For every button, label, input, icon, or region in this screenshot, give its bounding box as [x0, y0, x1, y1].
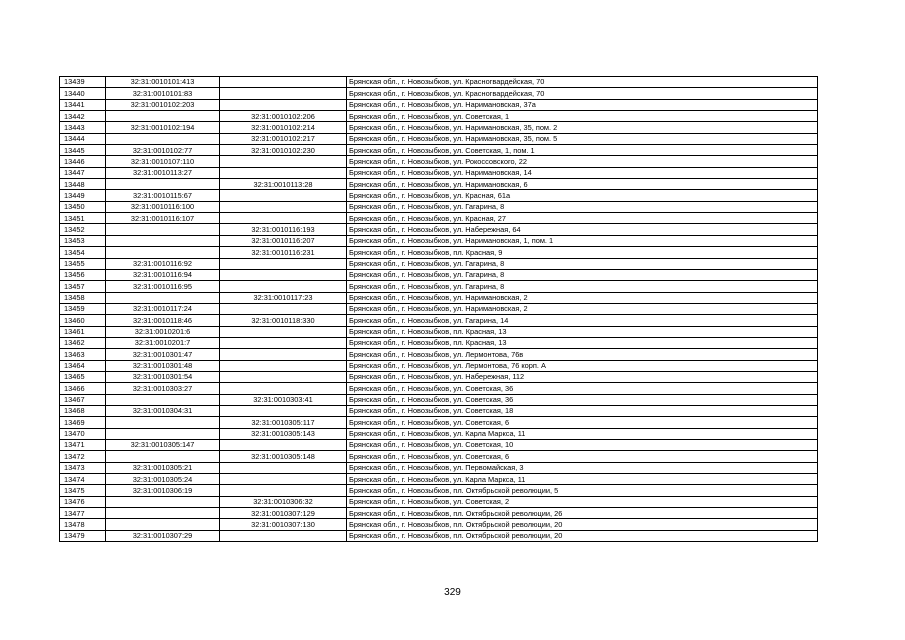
- address-cell: Брянская обл., г. Новозыбков, ул. Рокоссовского, 22: [347, 156, 818, 167]
- row-number-cell: 13465: [60, 371, 106, 382]
- row-number-cell: 13457: [60, 281, 106, 292]
- row-number-cell: 13475: [60, 485, 106, 496]
- cadastral-number-cell: 32:31:0010102:194: [106, 122, 220, 133]
- building-cadastral-number-cell: 32:31:0010118:330: [220, 315, 347, 326]
- table-row: [60, 519, 818, 530]
- cadastral-number-cell: 32:31:0010117:24: [106, 303, 220, 314]
- table-row: [60, 201, 818, 212]
- building-cadastral-number-cell: 32:31:0010305:143: [220, 428, 347, 439]
- row-number-cell: 13478: [60, 519, 106, 530]
- table-row: [60, 474, 818, 485]
- address-cell: Брянская обл., г. Новозыбков, пл. Красная, 13: [347, 326, 818, 337]
- address-cell: Брянская обл., г. Новозыбков, ул. Набережная, 64: [347, 224, 818, 235]
- table-row: [60, 77, 818, 88]
- building-cadastral-number-cell: [220, 474, 347, 485]
- row-number-cell: 13470: [60, 428, 106, 439]
- building-cadastral-number-cell: [220, 383, 347, 394]
- table-row: [60, 337, 818, 348]
- row-number-cell: 13458: [60, 292, 106, 303]
- building-cadastral-number-cell: [220, 349, 347, 360]
- row-number-cell: 13466: [60, 383, 106, 394]
- address-cell: Брянская обл., г. Новозыбков, ул. Первомайская, 3: [347, 462, 818, 473]
- address-cell: Брянская обл., г. Новозыбков, пл. Красная, 13: [347, 337, 818, 348]
- address-cell: Брянская обл., г. Новозыбков, ул. Гагарина, 8: [347, 201, 818, 212]
- row-number-cell: 13460: [60, 315, 106, 326]
- row-number-cell: 13448: [60, 179, 106, 190]
- row-number-cell: 13455: [60, 258, 106, 269]
- address-cell: Брянская обл., г. Новозыбков, ул. Набережная, 112: [347, 371, 818, 382]
- table-row: [60, 315, 818, 326]
- table-row: [60, 496, 818, 507]
- cadastral-number-cell: 32:31:0010304:31: [106, 405, 220, 416]
- address-cell: Брянская обл., г. Новозыбков, ул. Наримановская, 6: [347, 179, 818, 190]
- address-cell: Брянская обл., г. Новозыбков, ул. Красногвардейская, 70: [347, 88, 818, 99]
- cadastral-number-cell: [106, 247, 220, 258]
- cadastral-number-cell: 32:31:0010306:19: [106, 485, 220, 496]
- row-number-cell: 13441: [60, 99, 106, 110]
- table-row: [60, 405, 818, 416]
- cadastral-number-cell: [106, 417, 220, 428]
- building-cadastral-number-cell: 32:31:0010117:23: [220, 292, 347, 303]
- building-cadastral-number-cell: [220, 530, 347, 541]
- building-cadastral-number-cell: [220, 269, 347, 280]
- row-number-cell: 13453: [60, 235, 106, 246]
- row-number-cell: 13440: [60, 88, 106, 99]
- building-cadastral-number-cell: 32:31:0010113:28: [220, 179, 347, 190]
- building-cadastral-number-cell: 32:31:0010307:129: [220, 508, 347, 519]
- building-cadastral-number-cell: 32:31:0010102:230: [220, 145, 347, 156]
- cadastral-number-cell: 32:31:0010116:94: [106, 269, 220, 280]
- table-row: [60, 417, 818, 428]
- cadastral-number-cell: [106, 451, 220, 462]
- cadastral-number-cell: 32:31:0010305:21: [106, 462, 220, 473]
- building-cadastral-number-cell: 32:31:0010306:32: [220, 496, 347, 507]
- building-cadastral-number-cell: 32:31:0010102:214: [220, 122, 347, 133]
- cadastral-number-cell: 32:31:0010116:107: [106, 213, 220, 224]
- address-cell: Брянская обл., г. Новозыбков, ул. Советская, 2: [347, 496, 818, 507]
- row-number-cell: 13468: [60, 405, 106, 416]
- address-cell: Брянская обл., г. Новозыбков, ул. Советская, 36: [347, 394, 818, 405]
- address-cell: Брянская обл., г. Новозыбков, ул. Советская, 10: [347, 440, 818, 451]
- address-cell: Брянская обл., г. Новозыбков, ул. Гагарина, 14: [347, 315, 818, 326]
- building-cadastral-number-cell: [220, 213, 347, 224]
- table-row: [60, 258, 818, 269]
- row-number-cell: 13471: [60, 440, 106, 451]
- table-row: [60, 451, 818, 462]
- address-cell: Брянская обл., г. Новозыбков, ул. Наримановская, 2: [347, 292, 818, 303]
- table-row: [60, 213, 818, 224]
- row-number-cell: 13463: [60, 349, 106, 360]
- row-number-cell: 13439: [60, 77, 106, 88]
- table-row: [60, 428, 818, 439]
- cadastral-number-cell: 32:31:0010301:47: [106, 349, 220, 360]
- address-cell: Брянская обл., г. Новозыбков, ул. Красногвардейская, 70: [347, 77, 818, 88]
- table-row: [60, 303, 818, 314]
- table-row: [60, 360, 818, 371]
- building-cadastral-number-cell: [220, 462, 347, 473]
- table-row: [60, 247, 818, 258]
- address-cell: Брянская обл., г. Новозыбков, ул. Советская, 1: [347, 111, 818, 122]
- building-cadastral-number-cell: [220, 190, 347, 201]
- address-cell: Брянская обл., г. Новозыбков, ул. Наримановская, 35, пом. 5: [347, 133, 818, 144]
- cadastral-number-cell: 32:31:0010115:67: [106, 190, 220, 201]
- row-number-cell: 13459: [60, 303, 106, 314]
- row-number-cell: 13473: [60, 462, 106, 473]
- row-number-cell: 13456: [60, 269, 106, 280]
- table-row: [60, 224, 818, 235]
- building-cadastral-number-cell: [220, 167, 347, 178]
- address-cell: Брянская обл., г. Новозыбков, ул. Советская, 6: [347, 451, 818, 462]
- table-row: [60, 485, 818, 496]
- table-row: [60, 383, 818, 394]
- cadastral-number-cell: 32:31:0010305:147: [106, 440, 220, 451]
- building-cadastral-number-cell: [220, 88, 347, 99]
- building-cadastral-number-cell: [220, 371, 347, 382]
- cadastral-number-cell: [106, 133, 220, 144]
- cadastral-number-cell: [106, 224, 220, 235]
- address-cell: Брянская обл., г. Новозыбков, пл. Красная, 9: [347, 247, 818, 258]
- building-cadastral-number-cell: [220, 281, 347, 292]
- row-number-cell: 13462: [60, 337, 106, 348]
- row-number-cell: 13444: [60, 133, 106, 144]
- building-cadastral-number-cell: [220, 258, 347, 269]
- table-row: [60, 440, 818, 451]
- cadastral-number-cell: [106, 235, 220, 246]
- address-cell: Брянская обл., г. Новозыбков, пл. Октябрьской революции, 5: [347, 485, 818, 496]
- address-cell: Брянская обл., г. Новозыбков, ул. Наримановская, 35, пом. 2: [347, 122, 818, 133]
- building-cadastral-number-cell: [220, 440, 347, 451]
- building-cadastral-number-cell: 32:31:0010116:193: [220, 224, 347, 235]
- address-cell: Брянская обл., г. Новозыбков, ул. Красная, 27: [347, 213, 818, 224]
- building-cadastral-number-cell: [220, 201, 347, 212]
- address-cell: Брянская обл., г. Новозыбков, пл. Октябрьской революции, 20: [347, 519, 818, 530]
- building-cadastral-number-cell: [220, 156, 347, 167]
- building-cadastral-number-cell: [220, 77, 347, 88]
- table-row: [60, 530, 818, 541]
- register-table-body: [60, 77, 818, 542]
- cadastral-number-cell: 32:31:0010102:77: [106, 145, 220, 156]
- building-cadastral-number-cell: 32:31:0010305:148: [220, 451, 347, 462]
- cadastral-number-cell: 32:31:0010303:27: [106, 383, 220, 394]
- cadastral-number-cell: 32:31:0010101:413: [106, 77, 220, 88]
- cadastral-number-cell: [106, 394, 220, 405]
- address-cell: Брянская обл., г. Новозыбков, ул. Наримановская, 14: [347, 167, 818, 178]
- building-cadastral-number-cell: [220, 360, 347, 371]
- building-cadastral-number-cell: 32:31:0010102:206: [220, 111, 347, 122]
- cadastral-number-cell: 32:31:0010101:83: [106, 88, 220, 99]
- table-row: [60, 235, 818, 246]
- table-row: [60, 292, 818, 303]
- address-cell: Брянская обл., г. Новозыбков, ул. Наримановская, 2: [347, 303, 818, 314]
- table-row: [60, 462, 818, 473]
- address-cell: Брянская обл., г. Новозыбков, ул. Наримановская, 37а: [347, 99, 818, 110]
- table-row: [60, 122, 818, 133]
- row-number-cell: 13472: [60, 451, 106, 462]
- address-cell: Брянская обл., г. Новозыбков, ул. Карла Маркса, 11: [347, 428, 818, 439]
- address-cell: Брянская обл., г. Новозыбков, ул. Лермонтова, 76 корп. А: [347, 360, 818, 371]
- cadastral-number-cell: [106, 292, 220, 303]
- building-cadastral-number-cell: [220, 303, 347, 314]
- row-number-cell: 13446: [60, 156, 106, 167]
- row-number-cell: 13469: [60, 417, 106, 428]
- address-cell: Брянская обл., г. Новозыбков, ул. Гагарина, 8: [347, 258, 818, 269]
- address-cell: Брянская обл., г. Новозыбков, ул. Гагарина, 8: [347, 269, 818, 280]
- row-number-cell: 13449: [60, 190, 106, 201]
- address-cell: Брянская обл., г. Новозыбков, ул. Наримановская, 1, пом. 1: [347, 235, 818, 246]
- row-number-cell: 13443: [60, 122, 106, 133]
- table-row: [60, 326, 818, 337]
- building-cadastral-number-cell: 32:31:0010116:231: [220, 247, 347, 258]
- page-number: 329: [444, 587, 461, 598]
- table-row: [60, 394, 818, 405]
- address-cell: Брянская обл., г. Новозыбков, пл. Октябрьской революции, 20: [347, 530, 818, 541]
- cadastral-number-cell: [106, 111, 220, 122]
- row-number-cell: 13445: [60, 145, 106, 156]
- table-row: [60, 88, 818, 99]
- building-cadastral-number-cell: [220, 337, 347, 348]
- row-number-cell: 13476: [60, 496, 106, 507]
- table-row: [60, 349, 818, 360]
- cadastral-number-cell: 32:31:0010201:7: [106, 337, 220, 348]
- address-cell: Брянская обл., г. Новозыбков, ул. Красная, 61а: [347, 190, 818, 201]
- row-number-cell: 13452: [60, 224, 106, 235]
- address-cell: Брянская обл., г. Новозыбков, ул. Лермонтова, 76в: [347, 349, 818, 360]
- table-row: [60, 111, 818, 122]
- cadastral-number-cell: [106, 496, 220, 507]
- cadastral-number-cell: 32:31:0010116:100: [106, 201, 220, 212]
- cadastral-number-cell: 32:31:0010116:92: [106, 258, 220, 269]
- row-number-cell: 13442: [60, 111, 106, 122]
- row-number-cell: 13467: [60, 394, 106, 405]
- address-cell: Брянская обл., г. Новозыбков, ул. Советская, 6: [347, 417, 818, 428]
- property-register-table: [59, 76, 818, 542]
- row-number-cell: 13474: [60, 474, 106, 485]
- cadastral-number-cell: 32:31:0010305:24: [106, 474, 220, 485]
- building-cadastral-number-cell: [220, 485, 347, 496]
- building-cadastral-number-cell: 32:31:0010116:207: [220, 235, 347, 246]
- cadastral-number-cell: 32:31:0010118:46: [106, 315, 220, 326]
- cadastral-number-cell: [106, 519, 220, 530]
- address-cell: Брянская обл., г. Новозыбков, ул. Гагарина, 8: [347, 281, 818, 292]
- cadastral-number-cell: 32:31:0010116:95: [106, 281, 220, 292]
- cadastral-number-cell: [106, 428, 220, 439]
- table-row: [60, 190, 818, 201]
- table-row: [60, 371, 818, 382]
- building-cadastral-number-cell: 32:31:0010305:117: [220, 417, 347, 428]
- cadastral-number-cell: 32:31:0010307:29: [106, 530, 220, 541]
- cadastral-number-cell: 32:31:0010201:6: [106, 326, 220, 337]
- table-row: [60, 145, 818, 156]
- building-cadastral-number-cell: 32:31:0010303:41: [220, 394, 347, 405]
- table-row: [60, 269, 818, 280]
- row-number-cell: 13464: [60, 360, 106, 371]
- building-cadastral-number-cell: [220, 405, 347, 416]
- table-row: [60, 281, 818, 292]
- building-cadastral-number-cell: [220, 326, 347, 337]
- table-row: [60, 133, 818, 144]
- address-cell: Брянская обл., г. Новозыбков, ул. Советская, 18: [347, 405, 818, 416]
- row-number-cell: 13479: [60, 530, 106, 541]
- address-cell: Брянская обл., г. Новозыбков, ул. Советская, 1, пом. 1: [347, 145, 818, 156]
- cadastral-number-cell: 32:31:0010301:48: [106, 360, 220, 371]
- row-number-cell: 13451: [60, 213, 106, 224]
- address-cell: Брянская обл., г. Новозыбков, ул. Советская, 36: [347, 383, 818, 394]
- row-number-cell: 13447: [60, 167, 106, 178]
- row-number-cell: 13461: [60, 326, 106, 337]
- building-cadastral-number-cell: 32:31:0010102:217: [220, 133, 347, 144]
- cadastral-number-cell: [106, 179, 220, 190]
- address-cell: Брянская обл., г. Новозыбков, пл. Октябрьской революции, 26: [347, 508, 818, 519]
- table-row: [60, 156, 818, 167]
- cadastral-number-cell: 32:31:0010102:203: [106, 99, 220, 110]
- table-row: [60, 508, 818, 519]
- table-row: [60, 99, 818, 110]
- row-number-cell: 13450: [60, 201, 106, 212]
- building-cadastral-number-cell: 32:31:0010307:130: [220, 519, 347, 530]
- address-cell: Брянская обл., г. Новозыбков, ул. Карла Маркса, 11: [347, 474, 818, 485]
- cadastral-number-cell: [106, 508, 220, 519]
- cadastral-number-cell: 32:31:0010113:27: [106, 167, 220, 178]
- table-row: [60, 167, 818, 178]
- row-number-cell: 13454: [60, 247, 106, 258]
- cadastral-number-cell: 32:31:0010301:54: [106, 371, 220, 382]
- cadastral-number-cell: 32:31:0010107:110: [106, 156, 220, 167]
- table-row: [60, 179, 818, 190]
- row-number-cell: 13477: [60, 508, 106, 519]
- building-cadastral-number-cell: [220, 99, 347, 110]
